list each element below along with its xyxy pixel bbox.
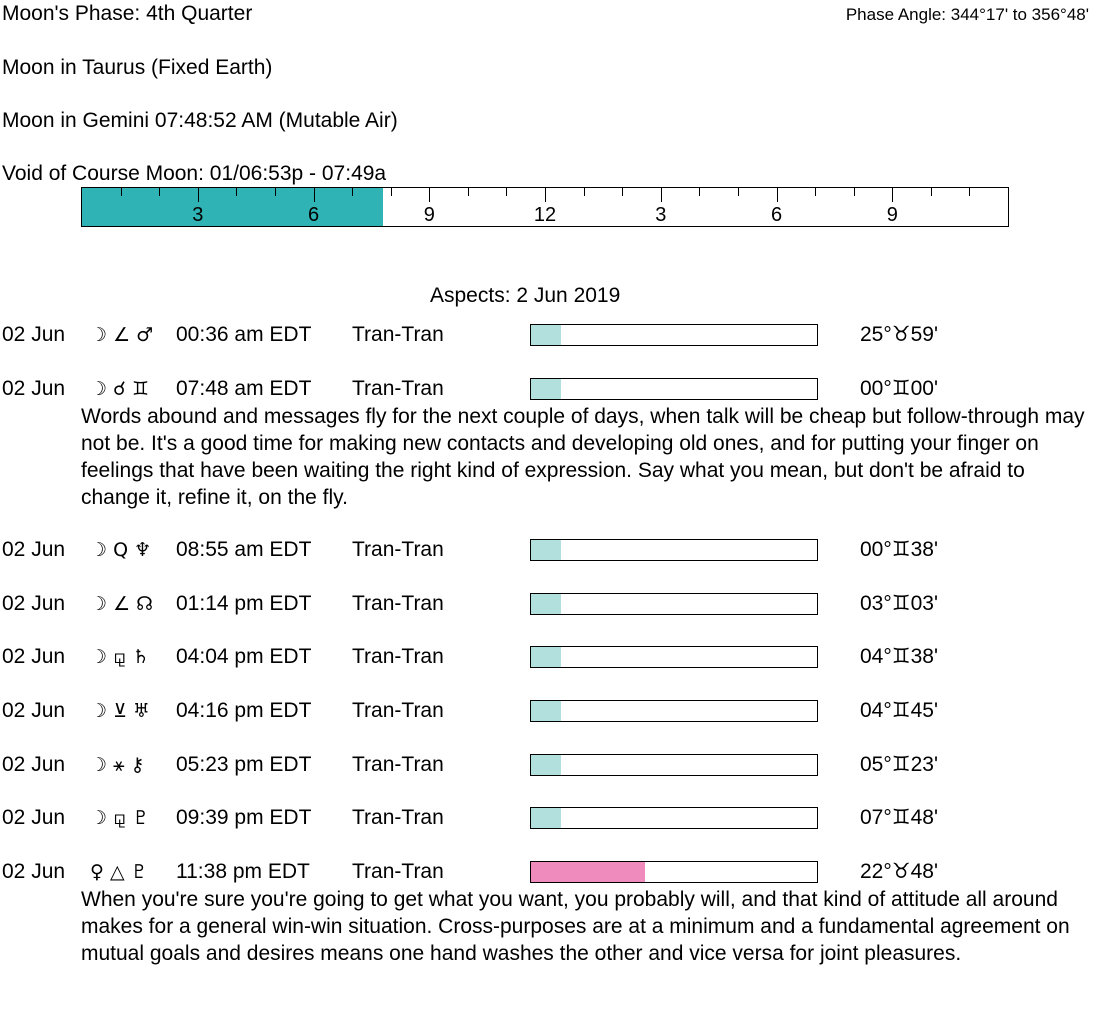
aspect-strength-bar bbox=[530, 646, 818, 668]
moon-sign-text: Moon in Taurus (Fixed Earth) bbox=[2, 56, 273, 79]
aspect-glyphs: ☽ ∠ ☊ bbox=[90, 593, 154, 615]
timeline-tick bbox=[622, 188, 623, 196]
timeline-tick bbox=[931, 188, 932, 196]
aspect-degree: 04°♊45' bbox=[860, 699, 938, 722]
aspect-degree: 00°♊00' bbox=[860, 377, 938, 400]
aspect-strength-fill bbox=[531, 325, 561, 345]
aspect-strength-bar bbox=[530, 324, 818, 346]
aspect-type: Tran-Tran bbox=[352, 806, 444, 829]
aspect-time: 01:14 pm EDT bbox=[176, 592, 312, 615]
aspect-strength-bar bbox=[530, 754, 818, 776]
aspect-time: 08:55 am EDT bbox=[176, 538, 312, 561]
timeline-tick bbox=[545, 188, 546, 202]
aspect-glyphs: ☽ ⚼ ♇ bbox=[90, 807, 150, 829]
aspect-glyphs: ☽ ∠ ♂ bbox=[90, 324, 154, 346]
aspect-row bbox=[2, 644, 1102, 674]
timeline-label: 12 bbox=[533, 204, 557, 226]
aspect-type: Tran-Tran bbox=[352, 538, 444, 561]
aspect-degree: 04°♊38' bbox=[860, 645, 938, 668]
aspect-row bbox=[2, 752, 1102, 782]
aspect-type: Tran-Tran bbox=[352, 699, 444, 722]
aspect-date: 02 Jun bbox=[2, 323, 66, 346]
aspect-time: 00:36 am EDT bbox=[176, 323, 312, 346]
aspect-row bbox=[2, 376, 1102, 406]
aspect-strength-fill bbox=[531, 862, 645, 882]
aspect-glyphs: ☽ Q ♆ bbox=[90, 539, 152, 561]
aspect-degree: 25°♉59' bbox=[860, 323, 938, 346]
aspect-strength-fill bbox=[531, 755, 561, 775]
timeline-tick bbox=[121, 188, 122, 196]
timeline-tick bbox=[275, 188, 276, 196]
timeline-label: 6 bbox=[307, 204, 320, 226]
aspect-time: 04:16 pm EDT bbox=[176, 699, 312, 722]
aspect-type: Tran-Tran bbox=[352, 377, 444, 400]
aspect-row bbox=[2, 859, 1102, 889]
aspect-strength-fill bbox=[531, 808, 561, 828]
aspect-type: Tran-Tran bbox=[352, 592, 444, 615]
aspect-time: 04:04 pm EDT bbox=[176, 645, 312, 668]
aspect-row bbox=[2, 805, 1102, 835]
aspect-description: Words abound and messages fly for the next couple of days, when talk will be cheap but follow-through may not be. It's a good time for making new contacts and developing old ones, and for putting your finger on feelings that have been waiting the right kind of expression. Say what you mean, but don't be afraid to change it, refine it, on the fly. bbox=[81, 405, 1085, 509]
aspect-row bbox=[2, 322, 1102, 352]
aspect-date: 02 Jun bbox=[2, 377, 66, 400]
aspect-strength-bar bbox=[530, 807, 818, 829]
timeline-tick bbox=[969, 188, 970, 196]
aspect-glyphs: ☽ ⚹ ⚷ bbox=[90, 754, 145, 776]
aspect-row bbox=[2, 591, 1102, 621]
aspect-type: Tran-Tran bbox=[352, 323, 444, 346]
aspect-row bbox=[2, 698, 1102, 728]
aspect-strength-fill bbox=[531, 379, 561, 399]
aspect-strength-fill bbox=[531, 701, 561, 721]
aspect-degree: 03°♊03' bbox=[860, 592, 938, 615]
aspect-date: 02 Jun bbox=[2, 806, 66, 829]
aspect-strength-bar bbox=[530, 593, 818, 615]
timeline-tick bbox=[352, 188, 353, 196]
aspect-date: 02 Jun bbox=[2, 753, 66, 776]
aspect-time: 07:48 am EDT bbox=[176, 377, 312, 400]
moon-ingress-text: Moon in Gemini 07:48:52 AM (Mutable Air) bbox=[2, 109, 398, 132]
timeline-tick bbox=[699, 188, 700, 196]
aspect-strength-bar bbox=[530, 378, 818, 400]
aspect-glyphs: ☽ ⊻ ♅ bbox=[90, 700, 151, 722]
aspect-degree: 22°♉48' bbox=[860, 860, 938, 883]
aspect-type: Tran-Tran bbox=[352, 753, 444, 776]
aspect-row bbox=[2, 537, 1102, 567]
timeline-tick bbox=[506, 188, 507, 196]
timeline-label: 6 bbox=[770, 204, 783, 226]
void-of-course-fill bbox=[82, 188, 383, 226]
timeline-tick bbox=[391, 188, 392, 196]
aspect-strength-bar bbox=[530, 700, 818, 722]
aspect-strength-fill bbox=[531, 647, 561, 667]
timeline-label: 9 bbox=[423, 204, 435, 226]
timeline-tick bbox=[468, 188, 469, 196]
aspect-glyphs: ♀ △ ♇ bbox=[90, 861, 148, 883]
timeline-tick bbox=[854, 188, 855, 196]
aspect-strength-bar bbox=[530, 861, 818, 883]
aspect-date: 02 Jun bbox=[2, 645, 66, 668]
timeline-tick bbox=[159, 188, 160, 196]
aspect-glyphs: ☽ ☌ ♊ bbox=[90, 378, 149, 400]
aspect-degree: 05°♊23' bbox=[860, 753, 938, 776]
aspect-type: Tran-Tran bbox=[352, 645, 444, 668]
aspect-date: 02 Jun bbox=[2, 592, 66, 615]
timeline-tick bbox=[815, 188, 816, 196]
timeline-tick bbox=[661, 188, 662, 202]
aspect-time: 09:39 pm EDT bbox=[176, 806, 312, 829]
timeline-tick bbox=[738, 188, 739, 196]
timeline-tick bbox=[584, 188, 585, 196]
timeline-tick bbox=[429, 188, 430, 202]
void-of-course-timeline bbox=[81, 187, 1009, 227]
timeline-label: 3 bbox=[655, 204, 667, 226]
aspect-date: 02 Jun bbox=[2, 860, 66, 883]
aspect-degree: 07°♊48' bbox=[860, 806, 938, 829]
aspect-time: 11:38 pm EDT bbox=[176, 860, 310, 883]
aspect-strength-fill bbox=[531, 540, 561, 560]
phase-angle-text: Phase Angle: 344°17' to 356°48' bbox=[845, 5, 1089, 24]
timeline-tick bbox=[777, 188, 778, 202]
timeline-tick bbox=[236, 188, 237, 196]
timeline-tick bbox=[314, 188, 315, 202]
aspects-title: Aspects: 2 Jun 2019 bbox=[430, 284, 621, 307]
aspect-glyphs: ☽ ⚼ ♄ bbox=[90, 646, 150, 668]
moon-phase-text: Moon's Phase: 4th Quarter bbox=[2, 2, 253, 25]
void-of-course-text: Void of Course Moon: 01/06:53p - 07:49a bbox=[2, 162, 387, 185]
timeline-label: 9 bbox=[886, 204, 898, 226]
aspect-date: 02 Jun bbox=[2, 699, 66, 722]
aspect-strength-bar bbox=[530, 539, 818, 561]
aspect-description: When you're sure you're going to get what you want, you probably will, and that kind of attitude all around makes for a general win-win situation. Cross-purposes are at a minimum and a fundamental agreement on mutual goals and desires means one hand washes the other and vice versa for joint pleasures. bbox=[81, 888, 1070, 965]
aspect-strength-fill bbox=[531, 594, 561, 614]
timeline-label: 3 bbox=[192, 204, 204, 226]
timeline-tick bbox=[892, 188, 893, 202]
aspect-time: 05:23 pm EDT bbox=[176, 753, 312, 776]
timeline-tick bbox=[198, 188, 199, 202]
aspect-date: 02 Jun bbox=[2, 538, 66, 561]
aspect-type: Tran-Tran bbox=[352, 860, 444, 883]
aspect-degree: 00°♊38' bbox=[860, 538, 938, 561]
